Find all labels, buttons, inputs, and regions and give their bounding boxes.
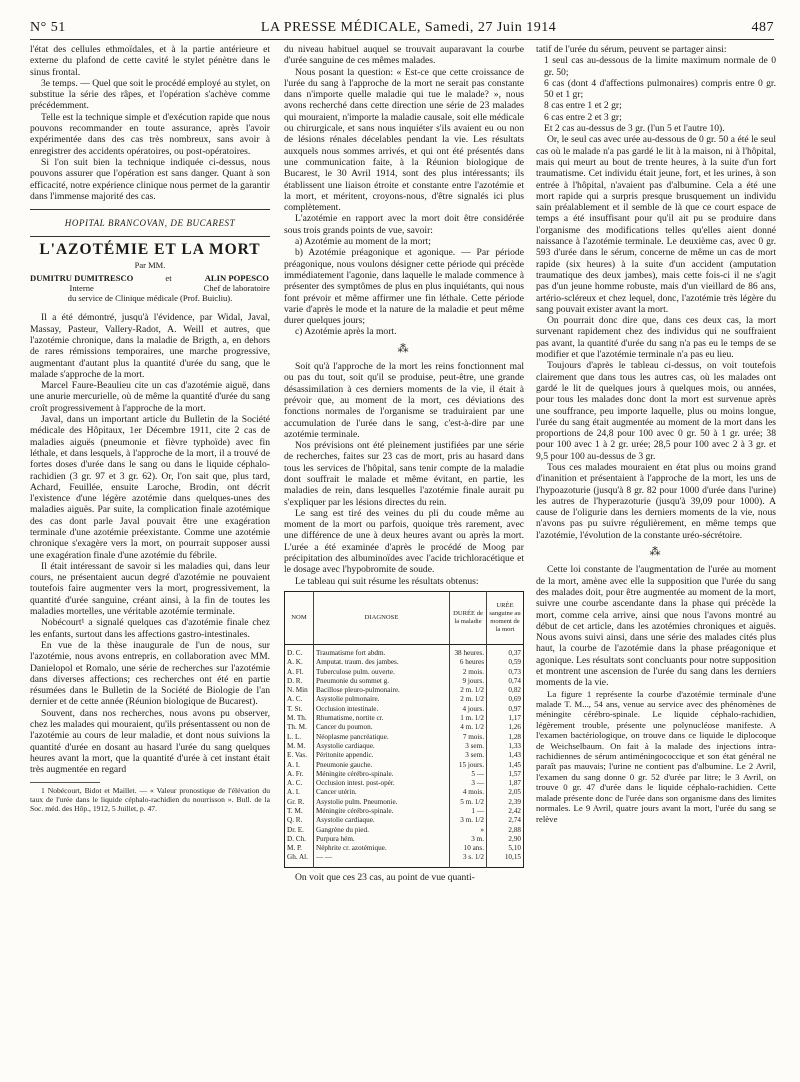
point-b: b) Azotémie préagonique et agonique. — Par période préagonique, nous voulons désigner cette période qui précède immédiatement l'agonie, dans laquelle le malade commence à présenter des symptômes de plus en plus inquiétants, qui nous font prévoir et même affirmer une fin léthale. Cette période varie d'après le mode et la nature de la maladie et peut même durer quelques jours; [284,247,524,327]
author-2 [204,273,270,293]
author-role: Interne [69,283,94,294]
paragraph: Javal, dans un important article du Bulletin de la Société médicale des Hôpitaux, 1er Décembre 1911, cite 2 cas de maladies aiguës (pneumonie et fièvre typhoïde) avec fin léthale, et dans lesquels, à l'approche de la mort, il a trouvé de fortes doses d'urée dans le sang ou dans le liquide céphalo-rachidien (3 gr. 97 et 3 gr. 62). Or, l'on sait que, plus tard, Achard, Feuillée, ensuite Laroche, Brodin, ont décrit l'existence d'une légère azotémie dans quelques-unes des maladies aiguës. Par suite, la complication finale azotémique des cas dont parle Javal pouvait être une exagération terminale d'une azotémie préexistante. Comme une azotémie chronique s'exagère vers la mort, on pourrait supposer aussi une exagération finale d'une azotémie du fébrile. [30,414,270,561]
cell-urea: 2,39 [487,798,524,807]
cell-urea: 1,87 [487,779,524,788]
paragraph: Toujours d'après le tableau ci-dessus, on voit toutefois clairement que dans tous les autres cas, où les malades ont gardé le lit de quelques jours à quelques mois, ou années, pour tous les malades donc dont la mort est survenue après une souffrance, peu importe laquelle, plus ou moins longue, l'urée du sang était augmentée au moment de la mort dans les proportions de 24,8 pour 100 avec 0 gr. 50 à 1 gr. urée; 38 pour 100 avec 1 à 2 gr. urée; 28,5 pour 100 avec 2 à 3 gr. et 9,5 pour 100 au-dessus de 3 gr. [536,360,776,462]
author-name: ALIN POPESCO [204,273,269,284]
authors [30,273,270,293]
cell-urea: 1,57 [487,770,524,779]
cell-diagnosis: Méningite cérébro-spinale. [314,807,450,816]
author-name: DUMITRU DUMITRESCO [30,273,134,284]
results-table [284,591,524,868]
table-row [285,853,524,867]
paragraph: l'état des cellules ethmoïdales, et à la partie antérieure et externe du plafond de cette cavité le stylet pénètre dans le sinus frontal. [30,44,270,78]
divider [30,236,270,237]
cell-duration: 3 m. [450,835,487,844]
cell-diagnosis: Néoplasme pancréatique. [314,733,450,742]
page-number: 487 [751,20,774,35]
cell-diagnosis: Néphrite cr. azotémique. [314,844,450,853]
cell-urea: 1,43 [487,751,524,760]
table-row [285,816,524,825]
cell-duration: 2 mois. [450,668,487,677]
cell-urea: 1,26 [487,723,524,732]
cell-name: A. C. [287,695,303,704]
cell-diagnosis: Pneumonie du sommet g. [314,677,450,686]
cell-urea: 0,69 [487,695,524,704]
table-row [285,677,524,686]
cell-name: A. I. [287,760,300,769]
cell-duration: 4 jours. [450,705,487,714]
cell-duration: 5 — [450,770,487,779]
paragraph: Souvent, dans nos recherches, nous avons pu observer, chez les malades qui mouraient, qu'ils présentassent ou non de l'azotémie au cours de leur maladie, et dont nous suivions la quantité d'urée en dosant au hasard l'urée du sang quelques heures avant la mort, que la quantité d'urée à cet instant était très augmentée en regard [30,707,270,776]
cell-diagnosis: Méningite cérébro-spinale. [314,770,450,779]
cell-name: M. M. [287,741,306,750]
table-row [285,695,524,704]
cell-name: A. Fr. [287,769,304,778]
list-item: 8 cas entre 1 et 2 gr; [544,100,622,112]
paragraph: tatif de l'urée du sérum, peuvent se partager ainsi: [536,44,727,55]
cell-diagnosis: Occlusion intestinale. [314,705,450,714]
byline-par: Par MM. [134,259,166,270]
table-row [285,723,524,732]
cell-duration: » [450,826,487,835]
table-row [285,844,524,853]
divider [30,209,270,210]
cell-duration: 7 mois. [450,733,487,742]
point-a: a) Azotémie au moment de la mort; [295,236,431,248]
cell-urea: 1,17 [487,714,524,723]
cell-name: T. St. [287,704,303,713]
paragraph: Cette loi constante de l'augmentation de l'urée au moment de la mort, amène avec elle la supposition que l'urée du sang des malades doit, pour être augmentée au moment de la mort, suivre une courbe ascendante dans la phase qui précède la mort, comme cela arrive, ainsi que nous l'avons montré au début de cet article, dans les azotémies chroniques et aiguës. Nous avons suivi ainsi, dans une série des malades cités plus haut, la courbe de l'azotémie dans la phase préagonique et agonique. Les résultats sont concluants pour notre supposition et montrent une ascension de l'urée du sang dans les derniers moments de la vie. [536,564,776,689]
cell-name: A. K. [287,658,303,667]
cell-urea: 0,59 [487,658,524,667]
paragraph: Telle est la technique simple et d'exécution rapide que nous pouvons recommander en toute assurance, après l'avoir expérimentée dans des cas très nombreux, sans avoir à enregistrer des accidents opératoires, ou post-opératoires. [30,111,270,157]
header-diagnosis: DIAGNOSE [314,591,450,644]
footnote-rule [30,782,100,783]
cell-name: Th. M. [287,723,307,732]
cell-urea: 0,37 [487,644,524,658]
cell-diagnosis: — — [314,853,450,867]
cell-diagnosis: Tuberculose pulm. ouverte. [314,668,450,677]
author-1 [30,273,133,293]
cell-diagnosis: Asystolie cardiaque. [314,742,450,751]
cell-duration: 15 jours. [450,761,487,770]
cell-duration: 38 heures. [450,644,487,658]
cell-diagnosis: Cancer du poumon. [314,723,450,732]
cell-name: A. Fl. [287,667,304,676]
table-row [285,658,524,667]
cell-urea: 0,82 [487,686,524,695]
cell-urea: 1,33 [487,742,524,751]
cell-name: A. C. [287,779,303,788]
cell-urea: 1,28 [487,733,524,742]
cell-urea: 0,73 [487,668,524,677]
table-row [285,686,524,695]
cell-diagnosis: Occlusion intest. post-opér. [314,779,450,788]
cell-urea: 0,74 [487,677,524,686]
hospital-heading: HOPITAL BRANCOVAN, DE BUCAREST [64,218,236,229]
table-row [285,807,524,816]
cell-diagnosis: Asystolie pulm. Pneumonie. [314,798,450,807]
cell-duration: 3 — [450,779,487,788]
paragraph: Le tableau qui suit résume les résultats obtenus: [295,575,479,587]
paragraph: L'azotémie en rapport avec la mort doit être considérée sous trois grands points de vue, savoir: [284,213,524,236]
cell-diagnosis: Asystolie cardiaque. [314,816,450,825]
table-row [285,761,524,770]
column-2 [284,44,524,883]
cell-urea: 10,15 [487,853,524,867]
cell-name: Q. R. [287,816,303,825]
paragraph: Le sang est tiré des veines du pli du coude même au moment de la mort ou parfois, quoique très rarement, avec une différence de une à deux heures avant ou après la mort. L'urée a été examinée d'après le procédé de Moog par précipitation des albuminoïdes avec l'acide trichloracétique et le dosage avec l'hypobromite de soude. [284,507,524,576]
cell-duration: 3 s. 1/2 [450,853,487,867]
section-asterism: ⁂ [649,546,663,559]
cell-name: E. Vas. [287,751,308,760]
paragraph: En vue de la thèse inaugurale de l'un de nous, sur l'azotémie, nous avons entrepris, en collaboration avec MM. Danielopol et Romalo, une série de recherches sur l'azotémie dans diverses affections; ces recherches ont été en partie résumées dans le Bulletin de la Société de Biologie de l'an dernier et de cette année (Réunion biologique de Bucarest). [30,639,270,708]
cell-diagnosis: Pneumonie gauche. [314,761,450,770]
cell-duration: 9 jours. [450,677,487,686]
cell-duration: 1 m. 1/2 [450,714,487,723]
cell-duration: 3 m. 1/2 [450,816,487,825]
cell-diagnosis: Traumatisme fort abdm. [314,644,450,658]
paragraph: du niveau habituel auquel se trouvait auparavant la courbe d'urée sanguine de ces mêmes malades. [284,44,524,67]
cell-name: A. I. [287,788,300,797]
cell-name: L. L. [287,732,302,741]
table-row [285,705,524,714]
paragraph: Tous ces malades mouraient en état plus ou moins grand d'inanition et présentaient à l'approche de la mort, les uns de l'hypoazoturie (jusqu'à 8 gr. 82 pour 1000 d'urée dans l'urine) les autres de l'hyperazoturie (jusqu'à 39,09 pour 1000). A cause de l'oligurie dans les derniers moments de la vie, nous n'avons pas pu suivre régulièrement, en même temps que l'azotémie, l'évolution de la constante uréo-sécrétoire. [536,461,776,541]
footnote: 1 Nobécourt, Bidot et Maillet. — « Valeur pronostique de l'élévation du taux de l'urée dans le liquide céphalo-rachidien du nourrisson ». Bull. de la Soc. méd. des Hôp., 1912, 5 Juillet, p. 47. [30,785,270,813]
running-header [30,16,774,40]
header-duration: DURÉE de la maladie [450,591,487,644]
table-row [285,733,524,742]
cell-duration: 2 m. 1/2 [450,686,487,695]
cell-duration: 6 heures [450,658,487,667]
table-row [285,714,524,723]
list-item: 1 seul cas au-dessous de la limite maximum normale de 0 gr. 50; [544,55,776,78]
paragraph: Soit qu'à l'approche de la mort les reins fonctionnent mal ou pas du tout, soit qu'il se produise, peut-être, une grande désassimilation à ces derniers moments de la vie, il était à prévoir que, au moment de la mort, ces déviations des fonctions normales de l'organisme se traduiraient par une accumulation de l'urée dans le sang, c'est-à-dire par une azotémie terminale. [284,361,524,440]
point-c: c) Azotémie après la mort. [295,326,397,338]
column-3 [536,44,776,824]
cell-duration: 1 — [450,807,487,816]
table-row [285,826,524,835]
cell-name: D. Ch. [287,834,306,843]
cell-duration: 3 sem. [450,751,487,760]
table-row [285,779,524,788]
cell-duration: 5 m. 1/2 [450,798,487,807]
header-name: NOM [285,591,314,644]
table-row [285,644,524,658]
paragraph: Il était intéressant de savoir si les maladies qui, dans leur cours, ne présentaient aucun degré d'azotémie ne pouvaient toutefois faire augmenter vers la mort, progressivement, la quantité d'urée sanguine, créant ainsi, à la fin de toutes les maladies mortelles, une véritable azotémie terminale. [30,560,270,618]
cell-duration: 10 ans. [450,844,487,853]
paragraph: Il a été démontré, jusqu'à l'évidence, par Widal, Javal, Massay, Pasteur, Vallery-Radot, A. Weill et autres, que l'azotémie chronique, dans la maladie de Brigth, a, en dehors de rares rémissions temporaires, une marche progressive, augmentant d'autant plus la quantité d'urée du sang, que le malade s'approche de la mort. [30,312,270,380]
issue-number: N° 51 [30,20,66,35]
figure-description [536,689,776,824]
cell-diagnosis: Cancer utérin. [314,788,450,797]
service-line: du service de Clinique médicale (Prof. Buicliu). [67,293,233,304]
cell-duration: 2 m. 1/2 [450,695,487,704]
cell-urea: 2,74 [487,816,524,825]
cell-duration: 4 mois. [450,788,487,797]
article-title: L'AZOTÉMIE ET LA MORT [39,241,261,259]
cell-diagnosis: Péritonite appendic. [314,751,450,760]
journal-title: LA PRESSE MÉDICALE, Samedi, 27 Juin 1914 [260,20,557,35]
paragraph: On pourrait donc dire que, dans ces deux cas, la mort survenant rapidement chez des individus qui ne souffraient pas avant, la quantité d'urée du sang n'a pas eu le temps de se modifier et que l'azotémie terminale n'a pas eu lieu. [536,315,776,361]
cell-name: N. Min [287,686,308,695]
cell-urea: 2,05 [487,788,524,797]
cell-urea: 5,10 [487,844,524,853]
paragraph: On voit que ces 23 cas, au point de vue quanti- [295,871,475,883]
cell-urea: 0,97 [487,705,524,714]
paragraph: Nos prévisions ont été pleinement justifiées par une série de recherches, faites sur 23 cas de mort, pris au hasard dans tous les services de l'hôpital, sans tenir compte de la maladie dont souffrait le malade et même évitant, en partie, les maladies de rein, dans lesquelles l'azotémie finale aurait pu s'expliquer par les lésions directes du rein. [284,440,524,508]
cell-diagnosis: Bacillose pleuro-pulmonaire. [314,686,450,695]
paragraph: 3e temps. — Quel que soit le procédé employé au stylet, on substitue la série des râpes, et l'opération s'achève comme précédemment. [30,77,270,112]
table-row [285,788,524,797]
cell-urea: 2,88 [487,826,524,835]
cell-name: Dr. E. [287,825,304,834]
paragraph: Marcel Faure-Beaulieu cite un cas d'azotémie aiguë, dans une anurie mercurielle, où de même la quantité d'urée du sang croît progressivement à l'approche de la mort. [30,380,270,414]
cell-name: Gh. Al. [287,853,308,862]
cell-name: Gr. R. [287,797,305,806]
cell-name: M. Th. [287,714,307,723]
cell-diagnosis: Purpura hém. [314,835,450,844]
table-row [285,770,524,779]
case-distribution-list [536,55,776,134]
paragraph: Nous posant la question: « Est-ce que cette croissance de l'urée du sang à l'approche de la mort ne serait pas constante dans n'importe quelle maladie qui tue le malade? », nous avons recherché dans cette direction une série de 23 malades qui mouraient, n'importe la maladie causale, soit elle médicale ou chirurgicale, et sans nous inquiéter s'ils avaient eu ou non de lésions rénales décelables pendant la vie. Les résultats auxquels nous sommes arrivés, et qui ont été présentés dans une communication faite, à la Réunion biologique de Bucarest, le 30 Avril 1914, sont des plus intéressants; ils établissent une liaison étroite et constante entre l'azotémie et la mort, et méritent, croyons-nous, d'être signalés ici plus complètement. [284,66,524,214]
section-asterism: ⁂ [397,342,411,355]
cell-name: T. M. [287,807,303,815]
table-header-row [285,591,524,644]
author-conjunction: et [165,273,172,284]
list-item: 6 cas entre 2 et 3 gr; [544,111,622,123]
paragraph: Or, le seul cas avec urée au-dessous de 0 gr. 50 a été le seul cas où le malade n'a pas gardé le lit à la maison, ni à l'hôpital, mais qui meurt au bout de trente heures, à la suite d'un fort traumatisme. Cet individu était jeune, fort, et les urines, à son entrée à l'hôpital, n'avaient pas d'albumine. Cela a été une mort rapide qui a surpris presque brusquement un individu sain préalablement et il semble de là que ce court espace de temps a été insuffisant pour qu'il ait pu se produire dans l'organisme des modifications telles qu'elles aient donné naissance à l'azotémie terminale. Le deuxième cas, avec 0 gr. 593 d'urée dans le sérum, concerne de même un cas de mort rapide (six heures) à la suite d'un accident (amputation traumatique des deux jambes), mais cette fois-ci il ne s'agit pas d'un jeune homme robuste, mais d'un vieillard de 86 ans, artério-scléreux et chez lequel, donc, l'azotémie très légère du sang pouvait exister avant la mort. [536,134,776,315]
column-1 [30,44,270,813]
cell-urea: 1,45 [487,761,524,770]
cell-name: M. P. [287,844,302,853]
list-item: Et 2 cas au-dessus de 3 gr. (l'un 5 et l'autre 10). [544,123,725,135]
table-row [285,751,524,760]
list-item: 6 cas (dont 4 d'affections pulmonaires) compris entre 0 gr. 50 et 1 gr; [544,77,776,101]
cell-diagnosis: Amputat. traum. des jambes. [314,658,450,667]
paragraph: Nobécourt¹ a signalé quelques cas d'azotémie finale chez les enfants, surtout dans les affections gastro-intestinales. [30,617,270,640]
header-urea: URÉE sanguine au moment de la mort [487,591,524,644]
cell-name: D. C. [287,648,303,657]
table-row [285,742,524,751]
cell-name: D. R. [287,676,303,685]
cell-diagnosis: Gangrène du pied. [314,826,450,835]
cell-duration: 3 sem. [450,742,487,751]
cell-diagnosis: Rhumatisme, nortite cr. [314,714,450,723]
table-row [285,835,524,844]
author-role: Chef de laboratoire [203,283,270,294]
cell-urea: 2,90 [487,835,524,844]
cell-duration: 4 m. 1/2 [450,723,487,732]
paragraph: Si l'on suit bien la technique indiquée ci-dessus, nous pouvons assurer que l'opération est sans danger. Quant à son efficacité, notre expérience clinique nous permet de la garantir dans l'immense majorité des cas. [30,156,270,202]
table-row [285,668,524,677]
cell-urea: 2,42 [487,807,524,816]
paragraph: La figure 1 représente la courbe d'azotémie terminale d'une malade T. M..., 54 ans, venue au service avec des phénomènes de méningite cérébro-spinale. Le liquide céphalo-rachidien, légèrement trouble, présente une polynucléose manifeste. A l'examen bactériologique, on trouve dans ce liquide le diplocoque de Weichselbaum. On fait à la malade des injections intra-rachidiennes de sérum antiméningococcique et son état général ne paraît pas mauvais; l'urine ne contient pas d'albumine. Le 2 Avril, l'examen du sang donne 0 gr. 52 d'urée par litre; le 3 Avril, on trouve 0 gr. 47 d'urée dans le liquide céphalo-rachidien. Cette malade présente donc de l'urée dans son organisme dans des limites normales. Le 9 Avril, quatre jours avant la mort, l'urée du sang se relève [536,688,776,824]
table-row [285,798,524,807]
cell-diagnosis: Asystolie pulmonaire. [314,695,450,704]
